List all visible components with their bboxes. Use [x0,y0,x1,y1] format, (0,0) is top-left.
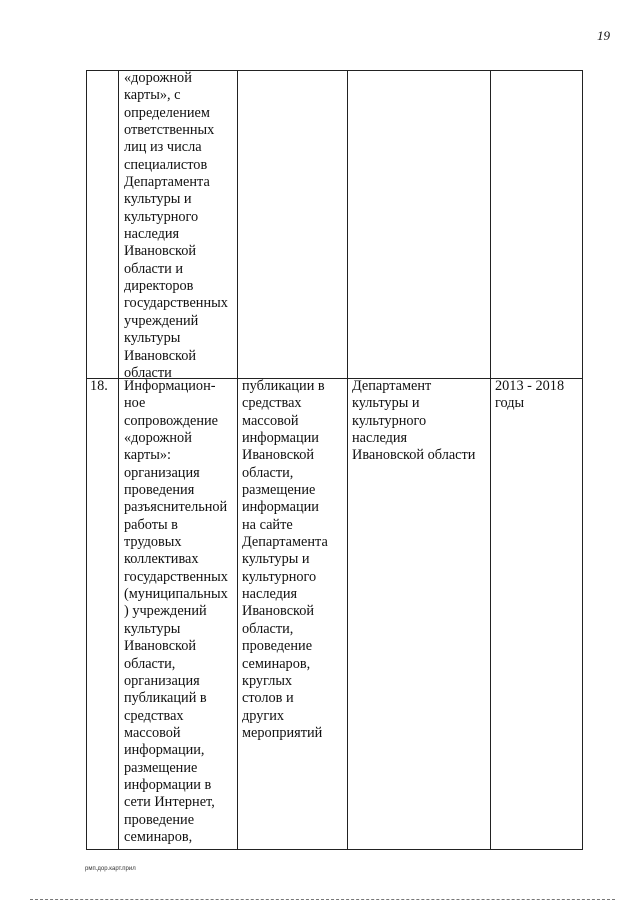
cell-text-line: семинаров, [124,828,193,845]
cell-text-line: 2013 - 2018 [495,378,565,394]
col-border [490,70,491,850]
cell-text-line: годы [495,395,525,412]
cell-text-line: наследия [352,430,408,447]
cell-text-line: наследия [242,586,298,603]
cell-text-line: семинаров, [242,655,311,672]
cell-text-line: Департамента [124,174,210,191]
cell-text-line: организация [124,464,200,481]
cell-text-line: массовой [124,724,181,741]
cell-text-line: Ивановской [242,447,315,464]
cell-text-line: размещение [242,482,316,499]
cell-text-line: трудовых [124,534,182,551]
cell-text-line: средствах [124,707,184,724]
cell-text-line: культурного [242,568,317,585]
cell-text-line: проведения [124,482,195,499]
cell-text-line: работы в [124,516,178,533]
cell-text-line: государственных [124,295,228,312]
cell-text-line: (муниципальных [124,586,228,603]
cell-text-line: информации [242,499,319,516]
col-border [582,70,583,850]
cell-text-line: средствах [242,395,302,412]
cell-text-line: лиц из числа [124,139,202,156]
page-number: 19 [597,28,610,43]
cell-text-line: области [124,364,172,381]
cell-text-line: области, [242,464,294,481]
cell-text-line: сети Интернет, [124,794,215,811]
cell-text-line: области и [124,260,184,277]
row-activity-cell [124,378,228,846]
cell-text-line: культурного [352,412,427,429]
cell-text-line: столов и [242,690,294,707]
cell-text-line: карты»: [124,447,172,464]
table-border-bottom [86,849,583,850]
cell-text-line: других [242,707,285,724]
row-activity-cell [124,70,228,382]
cell-text-line: «дорожной [124,430,192,447]
cell-text-line: специалистов [124,156,208,173]
cell-text-line: культуры [124,330,181,347]
cell-text-line: публикации в [242,378,325,394]
cell-text-line: директоров [124,278,194,295]
cell-text-line: массовой [242,412,299,429]
row-responsible-cell [352,378,475,465]
cell-text-line: карты», с [124,87,181,104]
cell-text-line: ) учреждений [124,603,207,620]
cell-text-line: мероприятий [242,724,323,741]
cell-text-line: культуры и [352,395,420,412]
cell-text-line: Информацион- [124,378,216,394]
footer-filename: рмп.дор.карт.прил [85,866,136,872]
cell-text-line: Ивановской [124,347,197,364]
cell-text-line: разъяснительной [124,499,228,516]
cell-text-line: культуры [124,620,181,637]
cell-text-line: области, [124,655,176,672]
cell-text-line: проведение [124,811,195,828]
cell-text-line: Ивановской [124,638,197,655]
cell-text-line: Ивановской [124,243,197,260]
cell-text-line: Ивановской области [352,447,476,464]
cell-text-line: Ивановской [242,603,315,620]
cell-text-line: размещение [124,759,198,776]
cell-text-line: организация [124,672,200,689]
cell-text-line: круглых [242,672,293,689]
row-result-cell [242,378,328,742]
col-border [237,70,238,850]
cell-text-line: наследия [124,226,180,243]
cell-text-line: информации в [124,776,212,793]
bottom-rule [30,899,615,901]
cell-text-line: культурного [124,208,199,225]
cell-text-line: публикаций в [124,690,207,707]
cell-text-line: Департамент [352,378,432,394]
cell-text-line: сопровождение [124,412,219,429]
col-border [86,70,87,850]
cell-text-line: области, [242,620,294,637]
cell-text-line: Департамента [242,534,328,551]
cell-text-line: информации [242,430,319,447]
cell-text-line: учреждений [124,312,199,329]
cell-text-line: проведение [242,638,313,655]
row-number-cell: 18. [90,378,108,394]
cell-text-line: информации, [124,742,205,759]
cell-text-line: коллективах [124,551,199,568]
cell-text-line: культуры и [242,551,310,568]
cell-text-line: определением [124,104,210,121]
cell-text-line: культуры и [124,191,192,208]
cell-text-line: на сайте [242,516,293,533]
cell-text-line: государственных [124,568,228,585]
cell-text-line: ответственных [124,122,215,139]
col-border [347,70,348,850]
col-border [118,70,119,850]
row-period-cell [495,378,564,413]
cell-text-line: ное [124,395,146,412]
cell-text-line: «дорожной [124,70,192,86]
